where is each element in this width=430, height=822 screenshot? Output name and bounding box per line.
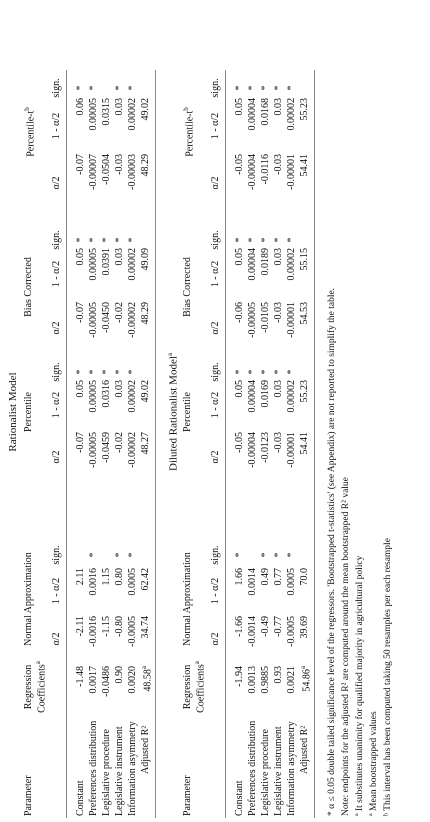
row-label: Information asymmetry [127,721,138,816]
subhead-1a2: 1 - α/2 [51,260,62,288]
footnote-mark: a [34,661,42,665]
parameter-header: Parameter [182,775,193,816]
sign-mark: * [101,369,112,375]
footnote: * α ≤ 0.05 double tailed significance level of the regressors. 'Bootstrapped t-statistics' (see Appendix) are not reported to simplify the table. [327,287,337,816]
footnote-mark: a [299,666,307,670]
coef-header: Regression [182,664,193,710]
subhead-a2: α/2 [51,321,62,335]
adj-ci-high: 55.15 [299,248,310,271]
coef-value: -1.94 [234,666,245,687]
adj-ci-low: 48.27 [140,432,151,455]
adj-ci-high: 49.02 [140,380,151,403]
ci-low: -1.66 [234,616,245,637]
footnote-mark: b [182,107,190,111]
subhead-1a2: 1 - α/2 [210,391,221,419]
footnote-mark: a [140,666,148,670]
sign-mark: * [127,237,138,243]
subhead-1a2: 1 - α/2 [51,577,62,605]
sign-mark: * [234,85,245,91]
row-label: Preferences distribution [88,720,99,816]
ci-low: -0.07 [75,432,86,453]
ci-low: -1.15 [101,616,112,637]
ci-low: -0.00002 [127,432,138,468]
group-header-b: Bias Corrected [23,257,34,317]
adj-ci-high: 49.09 [140,248,151,271]
sign-mark: * [75,85,86,91]
group-header-t: Percentile-$t^b$ [23,107,37,157]
adj-ci-high: 70.0 [299,568,310,586]
coef-value: -0.0486 [101,666,112,697]
sign-mark: * [260,552,271,558]
sign-mark: * [247,237,258,243]
ci-high: 0.0316 [101,380,112,408]
ci-high: 0.05 [234,380,245,398]
ci-low: -0.0504 [101,154,112,185]
ci-low: -0.0014 [247,616,258,647]
adj-ci-high: 55.23 [299,380,310,403]
coef-value: 0.90 [114,666,125,684]
ci-low: -0.00003 [127,154,138,190]
subhead-a2: α/2 [51,176,62,190]
sign-mark: * [234,369,245,375]
ci-high: 0.0014 [247,568,258,596]
subhead-sign: sign. [51,230,62,250]
subhead-1a2: 1 - α/2 [51,391,62,419]
coef-value: 0.9885 [260,666,271,694]
sign-mark: * [234,237,245,243]
adj-r2-label: Adjusted R² [299,725,310,774]
sign-mark: * [286,369,297,375]
ci-high: 0.00002 [286,380,297,413]
subhead-sign: sign. [51,78,62,98]
ci-low: -0.0016 [88,616,99,647]
row-label: Constant [75,780,86,816]
ci-high: 0.00002 [127,380,138,413]
coef-value: -1.48 [75,666,86,687]
ci-low: -0.0459 [101,432,112,463]
ci-high: 0.0169 [260,380,271,408]
subhead-1a2: 1 - α/2 [210,577,221,605]
ci-high: 0.00002 [127,98,138,131]
ci-high: 0.05 [234,248,245,266]
ci-high: 0.00004 [247,98,258,131]
ci-low: -0.02 [114,302,125,323]
ci-low: -0.00001 [286,154,297,190]
row-label: Legislative procedure [260,729,271,816]
ci-high: 0.0005 [286,568,297,596]
footnote-mark: a [166,353,174,357]
sign-mark: * [75,369,86,375]
ci-high: 0.00004 [247,380,258,413]
row-label: Legislative instrument [114,726,125,816]
ci-low: -0.80 [114,616,125,637]
footnote: ᵇ This interval has been computed taking 50 resamples per each resample [383,538,393,816]
subhead-a2: α/2 [51,632,62,646]
subhead-a2: α/2 [51,450,62,464]
sign-mark: * [114,85,125,91]
ci-low: -2.11 [75,616,86,637]
ci-low: -0.07 [75,154,86,175]
sign-mark: * [260,85,271,91]
subhead-sign: sign. [51,545,62,565]
footnote-mark: a [193,661,201,665]
ci-low: -0.00005 [88,432,99,468]
group-header-n: Normal Approximation [23,552,34,646]
ci-low: -0.0005 [286,616,297,647]
adj-ci-low: 48.29 [140,302,151,325]
row-label: Preferences distribution [247,720,258,816]
ci-high: 0.06 [75,98,86,116]
ci-low: -0.00005 [88,302,99,338]
sign-mark: * [75,237,86,243]
adj-ci-low: 54.41 [299,432,310,455]
ci-high: 0.03 [114,380,125,398]
adj-ci-high: 55.23 [299,98,310,121]
ci-high: 0.0315 [101,98,112,126]
sign-mark: * [114,237,125,243]
ci-low: -0.00001 [286,302,297,338]
footnote: Note: endpoints for the adjusted R² are computed around the mean bootstrapped R² value [341,477,351,816]
ci-low: -0.03 [114,154,125,175]
subhead-sign: sign. [210,78,221,98]
ci-low: -0.49 [260,616,271,637]
ci-high: 0.0391 [101,248,112,276]
ci-high: 0.05 [75,380,86,398]
ci-low: -0.0105 [260,302,271,333]
ci-high: 0.00002 [286,248,297,281]
row-label: Legislative instrument [273,726,284,816]
sign-mark: * [247,85,258,91]
sign-mark: * [88,85,99,91]
sign-mark: * [273,85,284,91]
ci-low: -0.05 [234,432,245,453]
sign-mark: * [127,85,138,91]
table-rule [314,70,315,818]
footnote-mark: b [23,107,31,111]
ci-low: -0.0123 [260,432,271,463]
coef-value: 0.0013 [247,666,258,694]
ci-high: 0.0189 [260,248,271,276]
ci-low: -0.0450 [101,302,112,333]
row-label: Constant [234,780,245,816]
ci-high: 0.00002 [286,98,297,131]
sign-mark: * [114,369,125,375]
row-label: Legislative procedure [101,729,112,816]
table-rule [155,70,156,818]
ci-high: 0.00005 [88,98,99,131]
ci-low: -0.00004 [247,432,258,468]
subhead-sign: sign. [210,362,221,382]
sign-mark: * [127,552,138,558]
ci-high: 0.80 [114,568,125,586]
ci-low: -0.06 [234,302,245,323]
coef-value: 0.0017 [88,666,99,694]
footnote: ª Mean bootstrapped values [369,711,379,816]
ci-low: -0.00004 [247,154,258,190]
ci-low: -0.07 [75,302,86,323]
adj-r2-label: Adjusted R² [140,725,151,774]
table-rule [66,70,67,818]
ci-high: 0.05 [234,98,245,116]
sign-mark: * [273,369,284,375]
group-header-p: Percentile [182,392,193,432]
coef-header: Regression [23,664,34,710]
ci-high: 0.03 [273,380,284,398]
sign-mark: * [247,369,258,375]
subhead-1a2: 1 - α/2 [210,112,221,140]
ci-high: 0.03 [114,98,125,116]
sign-mark: * [101,237,112,243]
ci-high: 0.00002 [127,248,138,281]
ci-low: -0.03 [273,154,284,175]
adj-ci-low: 54.53 [299,302,310,325]
adj-ci-low: 34.74 [140,616,151,639]
sign-mark: * [127,369,138,375]
ci-low: -0.00002 [127,302,138,338]
footnote: ª It substitutes unanimity for qualified majority in agricultural policy [355,555,365,816]
ci-high: 0.00004 [247,248,258,281]
ci-high: 1.15 [101,568,112,586]
sign-mark: * [286,85,297,91]
coef-header-line2: Coefficients$^a$ [34,661,48,713]
ci-low: -0.03 [273,432,284,453]
ci-high: 0.0005 [127,568,138,596]
sign-mark: * [88,369,99,375]
sign-mark: * [273,237,284,243]
ci-low: -0.00005 [247,302,258,338]
coef-header-line2: Coefficients$^a$ [193,661,207,713]
ci-high: 0.03 [273,248,284,266]
adj-ci-low: 54.41 [299,154,310,177]
ci-low: -0.05 [234,154,245,175]
sign-mark: * [286,552,297,558]
subhead-a2: α/2 [210,632,221,646]
adj-ci-high: 49.02 [140,98,151,121]
ci-high: 2.11 [75,568,86,586]
subhead-sign: sign. [51,362,62,382]
subhead-sign: sign. [210,545,221,565]
group-header-t: Percentile-$t^b$ [182,107,196,157]
coef-value: 0.0020 [127,666,138,694]
sign-mark: * [260,369,271,375]
subhead-a2: α/2 [210,450,221,464]
group-header-p: Percentile [23,392,34,432]
table-rule [225,70,226,818]
sign-mark: * [286,237,297,243]
adj-ci-high: 62.42 [140,568,151,591]
coef-value: 0.0021 [286,666,297,694]
ci-low: -0.0005 [127,616,138,647]
ci-high: 0.05 [75,248,86,266]
subhead-1a2: 1 - α/2 [51,112,62,140]
coef-value: 0.93 [273,666,284,684]
ci-low: -0.02 [114,432,125,453]
sign-mark: * [260,237,271,243]
subhead-a2: α/2 [210,321,221,335]
ci-high: 0.77 [273,568,284,586]
row-label: Information asymmetry [286,721,297,816]
ci-high: 0.49 [260,568,271,586]
ci-high: 0.00005 [88,248,99,281]
ci-low: -0.77 [273,616,284,637]
ci-high: 0.03 [273,98,284,116]
sign-mark: * [273,552,284,558]
sign-mark: * [88,237,99,243]
ci-low: -0.0116 [260,154,271,185]
group-header-n: Normal Approximation [182,552,193,646]
ci-high: 1.66 [234,568,245,586]
group-header-b: Bias Corrected [182,257,193,317]
ci-high: 0.00005 [88,380,99,413]
subhead-a2: α/2 [210,176,221,190]
ci-low: -0.00007 [88,154,99,190]
adj-r2-coef: 48.58$^a$ [140,666,154,692]
sign-mark: * [234,552,245,558]
section-title: Rationalist Model [7,372,19,452]
ci-high: 0.03 [114,248,125,266]
adj-r2-coef: 54.86$^a$ [299,666,313,692]
adj-ci-low: 39.69 [299,616,310,639]
subhead-sign: sign. [210,230,221,250]
sign-mark: * [114,552,125,558]
parameter-header: Parameter [23,775,34,816]
ci-low: -0.03 [273,302,284,323]
ci-high: 0.0016 [88,568,99,596]
subhead-1a2: 1 - α/2 [210,260,221,288]
section-title: Diluted Rationalist Model$^a$ [166,353,180,471]
ci-high: 0.0168 [260,98,271,126]
ci-low: -0.00001 [286,432,297,468]
adj-ci-low: 48.29 [140,154,151,177]
sign-mark: * [88,552,99,558]
